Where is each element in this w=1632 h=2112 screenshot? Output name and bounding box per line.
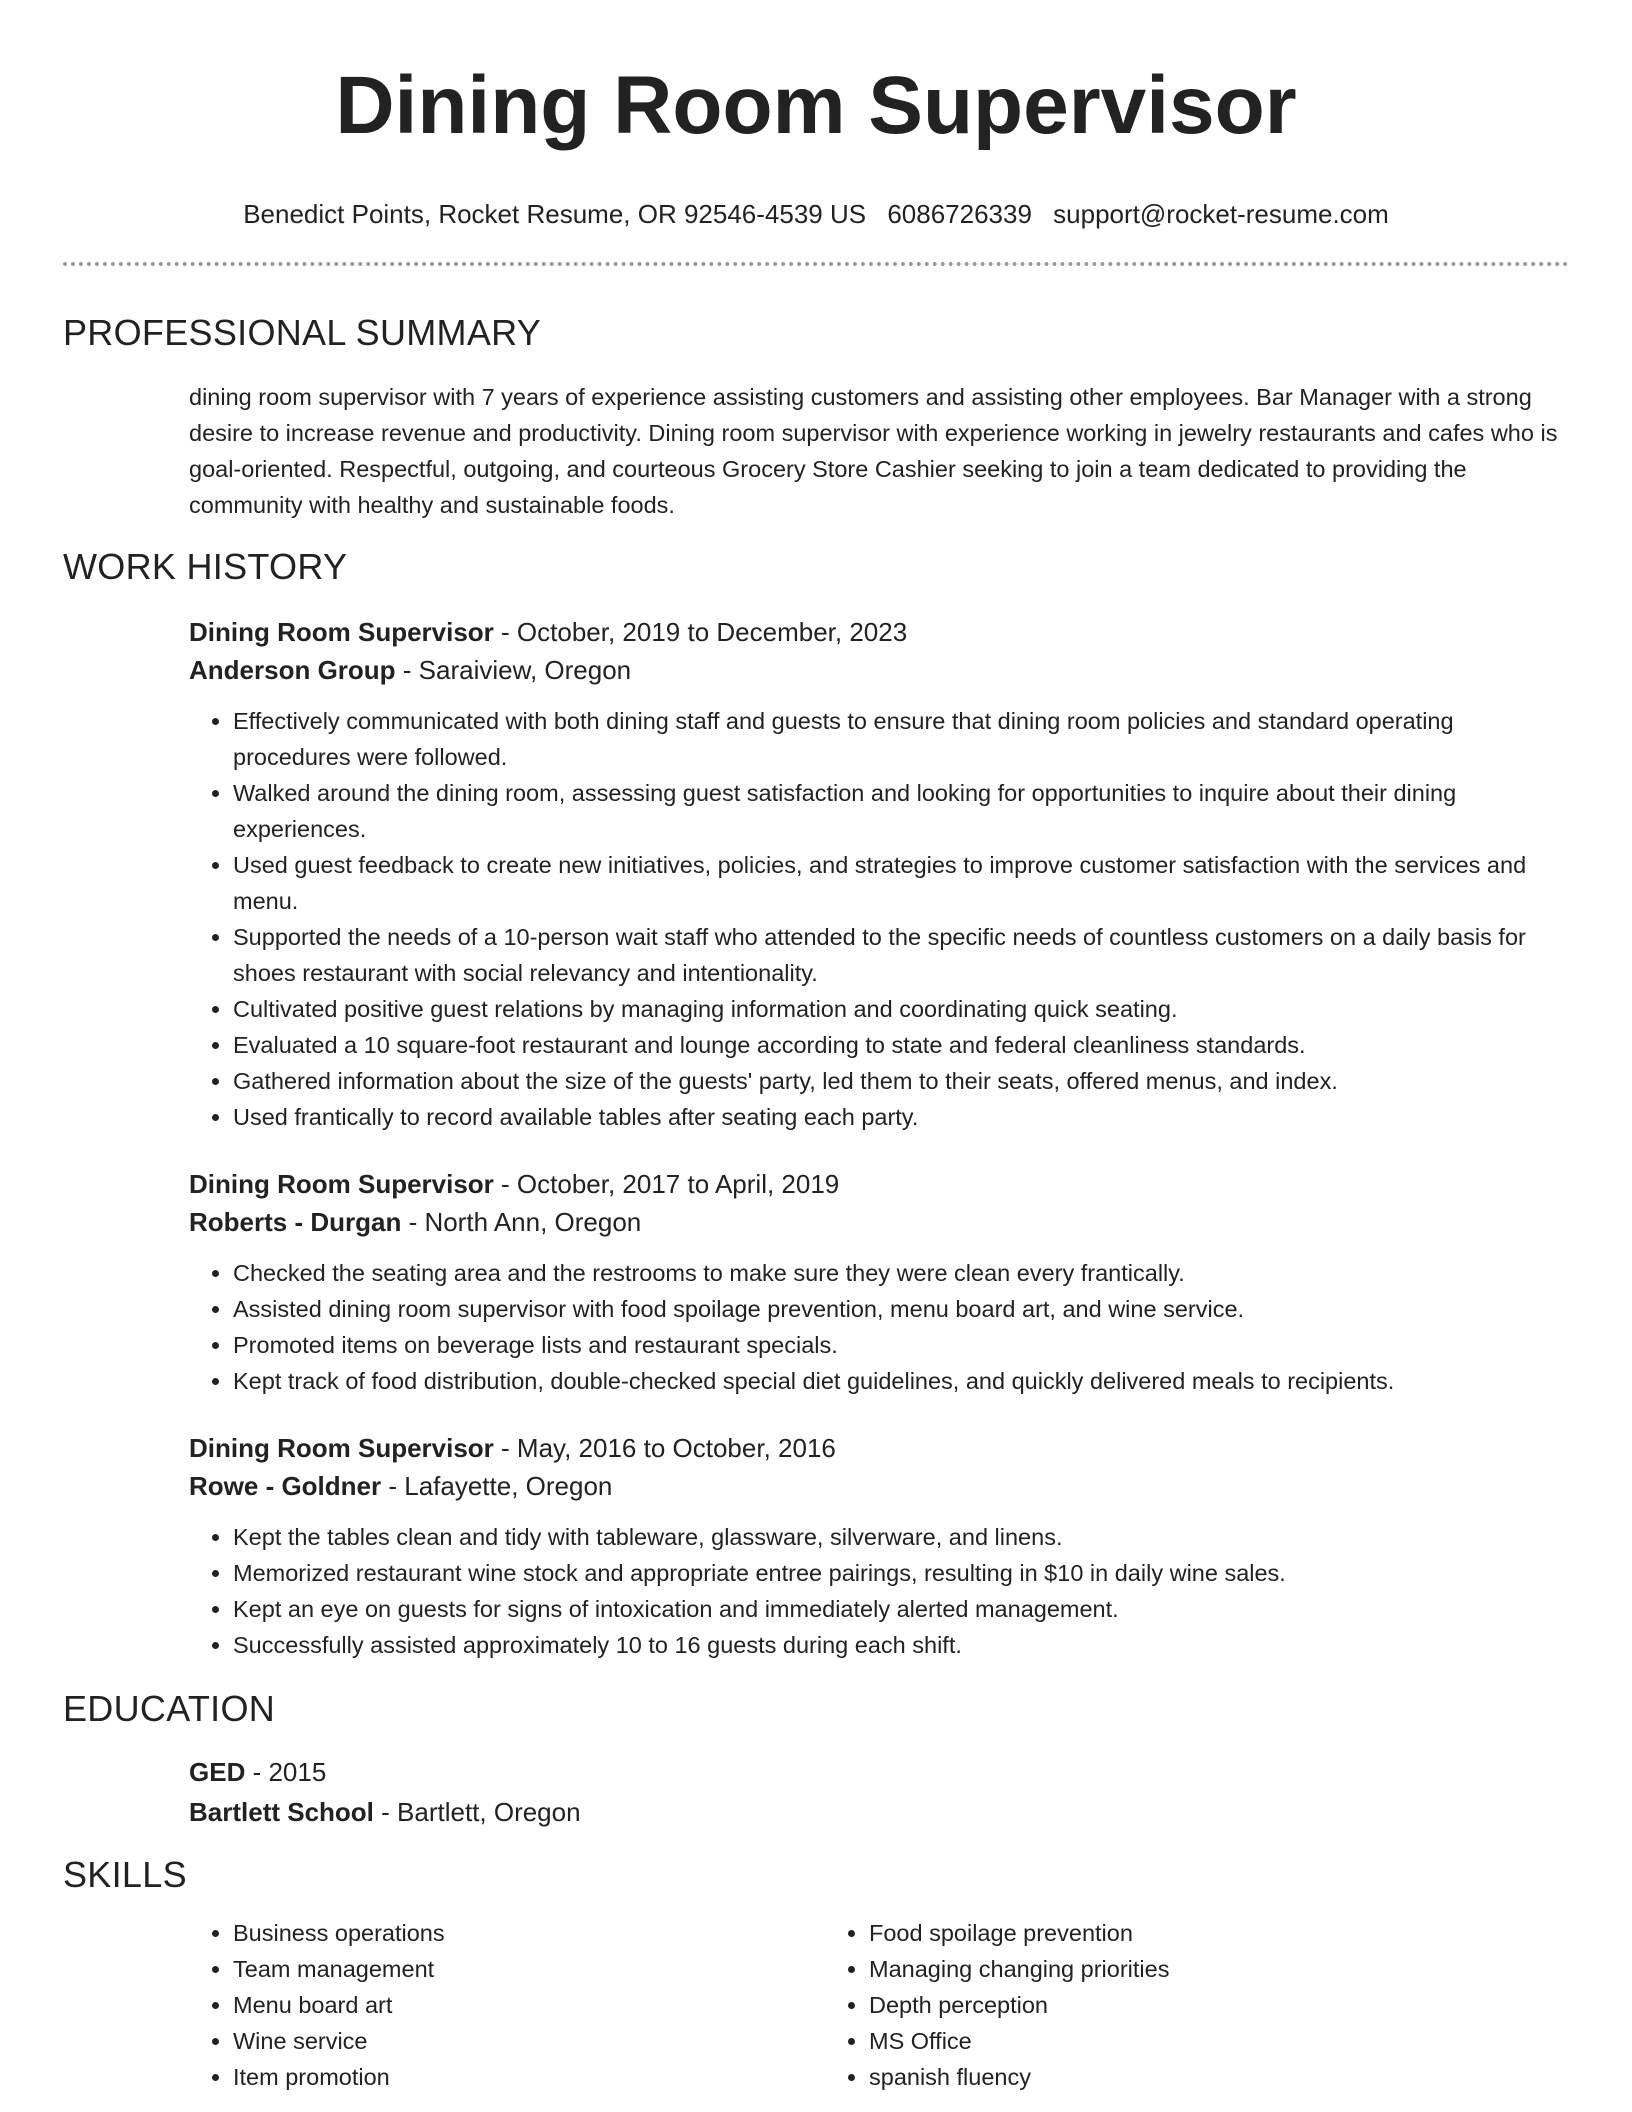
list-item: • Used guest feedback to create new initiatives, policies, and strategies to improve customer satisfaction with the services and menu. <box>233 847 1569 919</box>
job-location: - North Ann, Oregon <box>401 1207 642 1237</box>
job-title-line <box>189 613 1569 651</box>
degree-line <box>189 1753 1569 1791</box>
list-item: • Managing changing priorities <box>869 1951 1461 1987</box>
work-history-heading: WORK HISTORY <box>63 546 348 587</box>
list-item: • Business operations <box>233 1915 825 1951</box>
list-item: • Checked the seating area and the restrooms to make sure they were clean every frantically. <box>233 1255 1569 1291</box>
degree: GED <box>189 1757 246 1787</box>
job-bullets-3 <box>189 1519 1569 1663</box>
summary-heading: PROFESSIONAL SUMMARY <box>63 312 542 353</box>
skills-grid <box>189 1915 1569 2095</box>
list-item: • Assisted dining room supervisor with food spoilage prevention, menu board art, and wine service. <box>233 1291 1569 1327</box>
summary-text: dining room supervisor with 7 years of experience assisting customers and assisting other employees. Bar Manager with a strong desire to increase revenue and productivity. Dining room supervisor with experience working in jewelry restaurants and cafes who is goal-oriented. Respectful, outgoing, and courteous Grocery Store Cashier seeking to join a team dedicated to providing the community with healthy and sustainable foods. <box>189 384 1558 518</box>
skills-left-column <box>189 1915 825 2095</box>
job-company-line <box>189 1203 1569 1241</box>
skills-right-column <box>825 1915 1461 2095</box>
job-dates: - October, 2017 to April, 2019 <box>493 1169 840 1199</box>
job-entry-1 <box>189 613 1569 689</box>
list-item: • Kept an eye on guests for signs of intoxication and immediately alerted management. <box>233 1591 1569 1627</box>
list-item: • Used frantically to record available tables after seating each party. <box>233 1099 1569 1135</box>
job-dates: - May, 2016 to October, 2016 <box>493 1433 836 1463</box>
list-item: • Kept the tables clean and tidy with tableware, glassware, silverware, and linens. <box>233 1519 1569 1555</box>
job-location: - Saraiview, Oregon <box>395 655 632 685</box>
job-entry-2 <box>189 1165 1569 1241</box>
list-item: • Memorized restaurant wine stock and appropriate entree pairings, resulting in $10 in daily wine sales. <box>233 1555 1569 1591</box>
list-item: • Kept track of food distribution, double-checked special diet guidelines, and quickly delivered meals to recipients. <box>233 1363 1569 1399</box>
job-company: Roberts - Durgan <box>189 1207 402 1237</box>
school-name: Bartlett School <box>189 1797 374 1827</box>
list-item: • Item promotion <box>233 2059 825 2095</box>
list-item: • spanish fluency <box>869 2059 1461 2095</box>
degree-year: - 2015 <box>245 1757 327 1787</box>
job-title: Dining Room Supervisor <box>189 1433 494 1463</box>
school-location: - Bartlett, Oregon <box>373 1797 581 1827</box>
job-location: - Lafayette, Oregon <box>381 1471 613 1501</box>
job-company: Rowe - Goldner <box>189 1471 382 1501</box>
list-item: • Menu board art <box>233 1987 825 2023</box>
list-item: • Gathered information about the size of the guests' party, led them to their seats, offered menus, and index. <box>233 1063 1569 1099</box>
list-item: • Supported the needs of a 10-person wait staff who attended to the specific needs of countless customers on a daily basis for shoes restaurant with social relevancy and intentionality. <box>233 919 1569 991</box>
list-item: • Food spoilage prevention <box>869 1915 1461 1951</box>
contact-email: support@rocket-resume.com <box>1053 199 1389 229</box>
list-item: • Walked around the dining room, assessing guest satisfaction and looking for opportunities to inquire about their dining experiences. <box>233 775 1569 847</box>
school-line <box>189 1793 1569 1831</box>
contact-line <box>63 198 1569 230</box>
list-item: • Wine service <box>233 2023 825 2059</box>
skills-heading: SKILLS <box>63 1854 187 1895</box>
job-bullets-1 <box>189 703 1569 1135</box>
list-item: • Cultivated positive guest relations by managing information and coordinating quick seating. <box>233 991 1569 1027</box>
list-item: • Team management <box>233 1951 825 1987</box>
job-dates: - October, 2019 to December, 2023 <box>493 617 908 647</box>
header-divider <box>63 262 1569 266</box>
job-bullets-2 <box>189 1255 1569 1399</box>
contact-address: Benedict Points, Rocket Resume, OR 92546-4539 US <box>243 199 867 229</box>
job-title: Dining Room Supervisor <box>189 1169 494 1199</box>
list-item: • Promoted items on beverage lists and restaurant specials. <box>233 1327 1569 1363</box>
job-title-line <box>189 1429 1569 1467</box>
list-item: • Effectively communicated with both dining staff and guests to ensure that dining room policies and standard operating procedures were followed. <box>233 703 1569 775</box>
contact-phone: 6086726339 <box>887 199 1032 229</box>
job-entry-3 <box>189 1429 1569 1505</box>
list-item: • Evaluated a 10 square-foot restaurant and lounge according to state and federal cleanliness standards. <box>233 1027 1569 1063</box>
job-company-line <box>189 651 1569 689</box>
job-company-line <box>189 1467 1569 1505</box>
job-title: Dining Room Supervisor <box>189 617 494 647</box>
resume-title: Dining Room Supervisor <box>335 60 1297 151</box>
education-entry <box>189 1753 1569 1831</box>
list-item: • Successfully assisted approximately 10 to 16 guests during each shift. <box>233 1627 1569 1663</box>
list-item: • Depth perception <box>869 1987 1461 2023</box>
education-heading: EDUCATION <box>63 1688 276 1729</box>
job-company: Anderson Group <box>189 655 396 685</box>
list-item: • MS Office <box>869 2023 1461 2059</box>
job-title-line <box>189 1165 1569 1203</box>
